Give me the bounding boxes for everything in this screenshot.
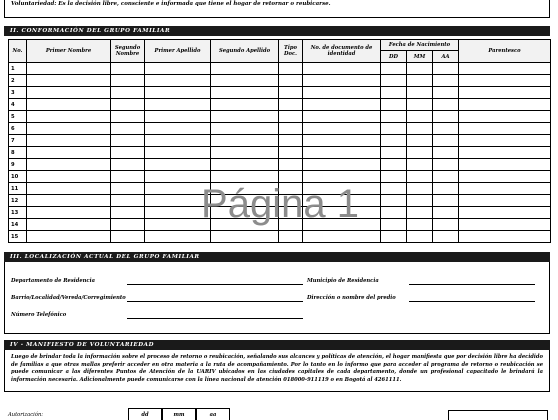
table-cell[interactable] bbox=[433, 195, 459, 207]
table-cell[interactable] bbox=[433, 219, 459, 231]
table-row bbox=[9, 147, 551, 159]
table-cell[interactable] bbox=[111, 195, 145, 207]
header-fecha-nacimiento: Fecha de Nacimiento bbox=[381, 40, 459, 51]
table-cell[interactable] bbox=[279, 171, 303, 183]
row-number: 4 bbox=[9, 99, 27, 111]
table-cell[interactable] bbox=[459, 99, 551, 111]
header-primer-apellido: Primer Apellido bbox=[145, 40, 211, 63]
header-segundo-nombre: Segundo Nombre bbox=[111, 40, 145, 63]
table-row bbox=[9, 99, 551, 111]
manifest-box bbox=[4, 350, 550, 392]
row-number: 2 bbox=[9, 75, 27, 87]
table-cell[interactable] bbox=[27, 231, 111, 243]
table-cell[interactable] bbox=[27, 171, 111, 183]
table-cell[interactable] bbox=[381, 183, 407, 195]
table-cell[interactable] bbox=[27, 195, 111, 207]
table-cell[interactable] bbox=[303, 135, 381, 147]
table-cell[interactable] bbox=[111, 63, 145, 75]
table-cell[interactable] bbox=[211, 135, 279, 147]
table-cell[interactable] bbox=[111, 111, 145, 123]
table-cell[interactable] bbox=[407, 171, 433, 183]
table-cell[interactable] bbox=[381, 147, 407, 159]
table-cell[interactable] bbox=[145, 231, 211, 243]
table-cell[interactable] bbox=[303, 147, 381, 159]
table-cell[interactable] bbox=[145, 135, 211, 147]
table-cell[interactable] bbox=[459, 87, 551, 99]
table-row bbox=[9, 207, 551, 219]
row-number: 1 bbox=[9, 63, 27, 75]
header-no-documento: No. de documento de identidad bbox=[303, 40, 381, 63]
table-cell[interactable] bbox=[407, 147, 433, 159]
table-cell[interactable] bbox=[27, 87, 111, 99]
signature-box[interactable] bbox=[448, 410, 548, 420]
table-cell[interactable] bbox=[433, 147, 459, 159]
table-cell[interactable] bbox=[211, 219, 279, 231]
table-cell[interactable] bbox=[433, 171, 459, 183]
table-cell[interactable] bbox=[381, 63, 407, 75]
table-cell[interactable] bbox=[27, 135, 111, 147]
table-cell[interactable] bbox=[459, 219, 551, 231]
table-cell[interactable] bbox=[433, 207, 459, 219]
table-cell[interactable] bbox=[111, 171, 145, 183]
table-cell[interactable] bbox=[27, 99, 111, 111]
table-cell[interactable] bbox=[145, 75, 211, 87]
date-aa-box[interactable]: aa bbox=[196, 408, 230, 420]
table-cell[interactable] bbox=[211, 111, 279, 123]
barrio-field[interactable] bbox=[127, 301, 303, 302]
row-number: 15 bbox=[9, 231, 27, 243]
table-cell[interactable] bbox=[407, 111, 433, 123]
table-cell[interactable] bbox=[27, 63, 111, 75]
table-cell[interactable] bbox=[459, 171, 551, 183]
table-row bbox=[9, 159, 551, 171]
table-cell[interactable] bbox=[279, 63, 303, 75]
table-cell[interactable] bbox=[459, 231, 551, 243]
table-cell[interactable] bbox=[433, 87, 459, 99]
date-dd-box[interactable]: dd bbox=[128, 408, 162, 420]
table-cell[interactable] bbox=[111, 183, 145, 195]
table-row bbox=[9, 231, 551, 243]
table-cell[interactable] bbox=[303, 87, 381, 99]
header-primer-nombre: Primer Nombre bbox=[27, 40, 111, 63]
table-cell[interactable] bbox=[211, 159, 279, 171]
table-cell[interactable] bbox=[407, 99, 433, 111]
table-cell[interactable] bbox=[381, 195, 407, 207]
row-number: 3 bbox=[9, 87, 27, 99]
telefono-label: Número Telefónico bbox=[11, 312, 67, 318]
table-cell[interactable] bbox=[211, 231, 279, 243]
table-cell[interactable] bbox=[211, 195, 279, 207]
table-cell[interactable] bbox=[27, 207, 111, 219]
table-cell[interactable] bbox=[381, 171, 407, 183]
header-tipo-doc: Tipo Doc. bbox=[279, 40, 303, 63]
table-cell[interactable] bbox=[381, 87, 407, 99]
table-cell[interactable] bbox=[303, 195, 381, 207]
table-cell[interactable] bbox=[279, 135, 303, 147]
table-cell[interactable] bbox=[145, 147, 211, 159]
table-cell[interactable] bbox=[145, 63, 211, 75]
table-cell[interactable] bbox=[303, 171, 381, 183]
table-cell[interactable] bbox=[459, 123, 551, 135]
table-row bbox=[9, 183, 551, 195]
voluntariedad-note-box bbox=[4, 0, 550, 18]
table-cell[interactable] bbox=[459, 159, 551, 171]
table-cell[interactable] bbox=[211, 63, 279, 75]
table-cell[interactable] bbox=[303, 111, 381, 123]
table-cell[interactable] bbox=[303, 183, 381, 195]
row-number: 11 bbox=[9, 183, 27, 195]
table-cell[interactable] bbox=[111, 207, 145, 219]
table-cell[interactable] bbox=[27, 111, 111, 123]
table-cell[interactable] bbox=[145, 207, 211, 219]
header-mm: MM bbox=[407, 51, 433, 63]
table-cell[interactable] bbox=[279, 231, 303, 243]
table-cell[interactable] bbox=[381, 159, 407, 171]
voluntariedad-note: Voluntariedad: Es la decisión libre, consciente e informada que tiene el hogar de retornar o reubicarse. bbox=[11, 1, 331, 7]
direccion-field[interactable] bbox=[409, 301, 535, 302]
table-cell[interactable] bbox=[211, 147, 279, 159]
table-cell[interactable] bbox=[407, 75, 433, 87]
table-cell[interactable] bbox=[433, 231, 459, 243]
table-cell[interactable] bbox=[145, 195, 211, 207]
table-cell[interactable] bbox=[145, 219, 211, 231]
table-cell[interactable] bbox=[407, 135, 433, 147]
section-iv-header: IV - MANIFIESTO DE VOLUNTARIEDAD bbox=[4, 340, 550, 350]
table-cell[interactable] bbox=[111, 99, 145, 111]
table-cell[interactable] bbox=[111, 75, 145, 87]
table-cell[interactable] bbox=[211, 99, 279, 111]
table-cell[interactable] bbox=[145, 183, 211, 195]
table-cell[interactable] bbox=[145, 171, 211, 183]
row-number: 14 bbox=[9, 219, 27, 231]
authorization-label: Autorización: bbox=[8, 412, 44, 418]
row-number: 7 bbox=[9, 135, 27, 147]
table-cell[interactable] bbox=[211, 87, 279, 99]
table-cell[interactable] bbox=[279, 207, 303, 219]
row-number: 8 bbox=[9, 147, 27, 159]
table-cell[interactable] bbox=[279, 111, 303, 123]
telefono-field[interactable] bbox=[127, 318, 303, 319]
table-cell[interactable] bbox=[211, 207, 279, 219]
table-row bbox=[9, 195, 551, 207]
table-cell[interactable] bbox=[459, 147, 551, 159]
table-cell[interactable] bbox=[407, 195, 433, 207]
page-watermark: Página 1 bbox=[201, 182, 359, 226]
table-cell[interactable] bbox=[381, 75, 407, 87]
table-cell[interactable] bbox=[27, 219, 111, 231]
table-cell[interactable] bbox=[145, 159, 211, 171]
table-cell[interactable] bbox=[407, 123, 433, 135]
table-cell[interactable] bbox=[279, 99, 303, 111]
table-cell[interactable] bbox=[111, 87, 145, 99]
table-cell[interactable] bbox=[381, 207, 407, 219]
row-number: 5 bbox=[9, 111, 27, 123]
table-cell[interactable] bbox=[459, 63, 551, 75]
table-cell[interactable] bbox=[303, 99, 381, 111]
header-no: No. bbox=[9, 40, 27, 63]
table-cell[interactable] bbox=[27, 183, 111, 195]
section-ii-header: II. CONFORMACIÓN DEL GRUPO FAMILIAR bbox=[4, 26, 550, 36]
table-cell[interactable] bbox=[381, 135, 407, 147]
table-cell[interactable] bbox=[459, 195, 551, 207]
table-cell[interactable] bbox=[433, 123, 459, 135]
table-cell[interactable] bbox=[459, 111, 551, 123]
location-box bbox=[4, 262, 550, 334]
table-cell[interactable] bbox=[145, 111, 211, 123]
municipio-field[interactable] bbox=[409, 284, 535, 285]
table-cell[interactable] bbox=[27, 75, 111, 87]
table-cell[interactable] bbox=[279, 75, 303, 87]
barrio-label: Barrio/Localidad/Vereda/Corregimiento bbox=[11, 295, 126, 301]
table-cell[interactable] bbox=[433, 183, 459, 195]
table-cell[interactable] bbox=[303, 231, 381, 243]
table-row bbox=[9, 219, 551, 231]
row-number: 10 bbox=[9, 171, 27, 183]
table-cell[interactable] bbox=[407, 63, 433, 75]
section-iii-header: III. LOCALIZACIÓN ACTUAL DEL GRUPO FAMILIAR bbox=[4, 252, 550, 262]
row-number: 6 bbox=[9, 123, 27, 135]
table-cell[interactable] bbox=[303, 159, 381, 171]
table-cell[interactable] bbox=[433, 111, 459, 123]
table-cell[interactable] bbox=[381, 123, 407, 135]
table-cell[interactable] bbox=[145, 87, 211, 99]
table-cell[interactable] bbox=[459, 207, 551, 219]
table-cell[interactable] bbox=[407, 183, 433, 195]
table-cell[interactable] bbox=[27, 159, 111, 171]
family-table-body bbox=[9, 63, 551, 243]
table-cell[interactable] bbox=[111, 219, 145, 231]
municipio-label: Municipio de Residencia bbox=[307, 278, 379, 284]
table-cell[interactable] bbox=[381, 231, 407, 243]
table-cell[interactable] bbox=[27, 123, 111, 135]
departamento-label: Departamento de Residencia bbox=[11, 278, 95, 284]
table-cell[interactable] bbox=[27, 147, 111, 159]
table-cell[interactable] bbox=[303, 123, 381, 135]
table-cell[interactable] bbox=[433, 99, 459, 111]
table-cell[interactable] bbox=[111, 135, 145, 147]
table-cell[interactable] bbox=[381, 219, 407, 231]
table-cell[interactable] bbox=[211, 123, 279, 135]
table-cell[interactable] bbox=[459, 75, 551, 87]
table-row bbox=[9, 111, 551, 123]
table-cell[interactable] bbox=[303, 207, 381, 219]
table-cell[interactable] bbox=[279, 159, 303, 171]
table-cell[interactable] bbox=[211, 183, 279, 195]
table-cell[interactable] bbox=[279, 183, 303, 195]
table-cell[interactable] bbox=[303, 63, 381, 75]
header-parentesco: Parentesco bbox=[459, 40, 551, 63]
direccion-label: Dirección o nombre del predio bbox=[307, 295, 396, 301]
table-cell[interactable] bbox=[407, 219, 433, 231]
table-cell[interactable] bbox=[145, 123, 211, 135]
departamento-field[interactable] bbox=[127, 284, 303, 285]
table-cell[interactable] bbox=[145, 99, 211, 111]
table-row bbox=[9, 87, 551, 99]
header-segundo-apellido: Segundo Apellido bbox=[211, 40, 279, 63]
table-row bbox=[9, 123, 551, 135]
table-cell[interactable] bbox=[279, 123, 303, 135]
table-row bbox=[9, 75, 551, 87]
family-table bbox=[8, 39, 551, 243]
table-cell[interactable] bbox=[407, 207, 433, 219]
table-cell[interactable] bbox=[279, 87, 303, 99]
table-cell[interactable] bbox=[279, 219, 303, 231]
row-number: 13 bbox=[9, 207, 27, 219]
row-number: 9 bbox=[9, 159, 27, 171]
table-row bbox=[9, 171, 551, 183]
table-cell[interactable] bbox=[381, 99, 407, 111]
table-cell[interactable] bbox=[211, 75, 279, 87]
table-cell[interactable] bbox=[303, 75, 381, 87]
table-cell[interactable] bbox=[111, 159, 145, 171]
table-cell[interactable] bbox=[433, 75, 459, 87]
table-cell[interactable] bbox=[433, 63, 459, 75]
table-cell[interactable] bbox=[459, 183, 551, 195]
table-cell[interactable] bbox=[279, 147, 303, 159]
header-aa: AA bbox=[433, 51, 459, 63]
table-cell[interactable] bbox=[279, 195, 303, 207]
table-cell[interactable] bbox=[211, 171, 279, 183]
table-row bbox=[9, 135, 551, 147]
table-cell[interactable] bbox=[407, 87, 433, 99]
table-cell[interactable] bbox=[433, 135, 459, 147]
header-dd: DD bbox=[381, 51, 407, 63]
table-cell[interactable] bbox=[111, 123, 145, 135]
manifest-text: Luego de brindar toda la información sobre el proceso de retorno o reubicación, señalando sus alcances y políticas de atención, el hogar manifiesta que por decisión libre ha decidido de familias a que otras mallas preferir acceder en otra materia a la ruta de acompañamiento. Por lo tanto en lo informo que para acceder al programa de retorno o reubicación se puede comunicar a las diferentes Puntos de Atención de la UARIV ubicados en las ciudades capitales de cada departamento, donde un profesional capacitado le brindará la información necesaria. Adicionalmente puede comunicarse con la línea nacional de atención 018000-911119 o en Bogotá al 4261111. bbox=[11, 354, 543, 383]
table-cell[interactable] bbox=[407, 159, 433, 171]
table-cell[interactable] bbox=[459, 135, 551, 147]
table-cell[interactable] bbox=[433, 159, 459, 171]
row-number: 12 bbox=[9, 195, 27, 207]
table-cell[interactable] bbox=[303, 219, 381, 231]
table-cell[interactable] bbox=[407, 231, 433, 243]
table-cell[interactable] bbox=[381, 111, 407, 123]
date-mm-box[interactable]: mm bbox=[162, 408, 196, 420]
table-cell[interactable] bbox=[111, 231, 145, 243]
table-cell[interactable] bbox=[111, 147, 145, 159]
table-row bbox=[9, 63, 551, 75]
